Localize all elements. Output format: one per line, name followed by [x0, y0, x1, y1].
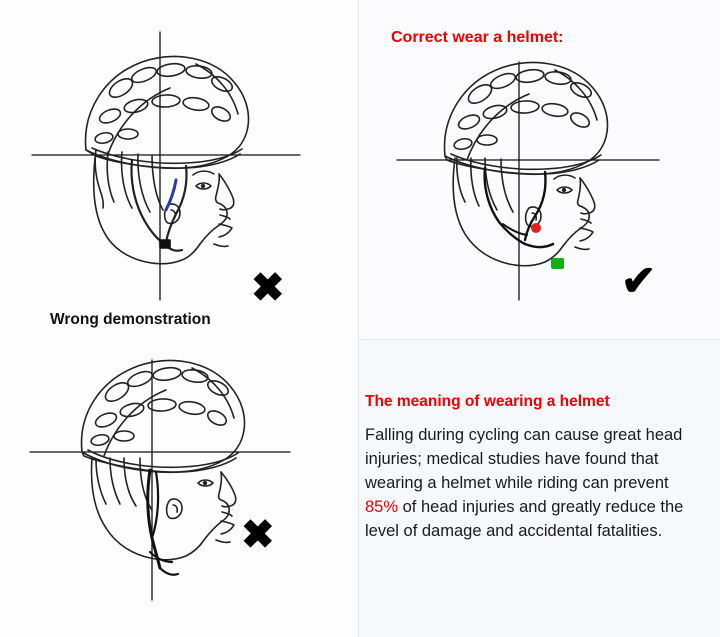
illustration-correct-helmet — [359, 0, 720, 340]
illustration-wrong-helmet-forward — [0, 340, 358, 637]
panel-meaning-of-wearing-helmet — [358, 340, 720, 637]
correct-wear-title: Correct wear a helmet: — [391, 29, 564, 46]
meaning-title: The meaning of wearing a helmet — [365, 393, 610, 410]
cross-mark-icon: ✖ — [241, 513, 275, 557]
panel-correct-demonstration — [358, 0, 720, 340]
meaning-body-after: of head injuries and greatly reduce the level of damage and accidental fatalities. — [365, 498, 684, 540]
prevention-percentage: 85% — [365, 498, 399, 516]
illustration-wrong-helmet-back — [0, 0, 358, 340]
cross-mark-icon: ✖ — [251, 266, 285, 310]
check-mark-icon: ✔ — [621, 257, 657, 304]
meaning-body-text — [365, 423, 705, 543]
panel-wrong-demonstration-bottom — [0, 340, 358, 637]
panel-wrong-demonstration-top — [0, 0, 358, 340]
meaning-body-before: Falling during cycling can cause great head injuries; medical studies have found that wearing a helmet while riding can prevent — [365, 426, 683, 492]
wrong-demonstration-caption: Wrong demonstration — [50, 311, 211, 328]
